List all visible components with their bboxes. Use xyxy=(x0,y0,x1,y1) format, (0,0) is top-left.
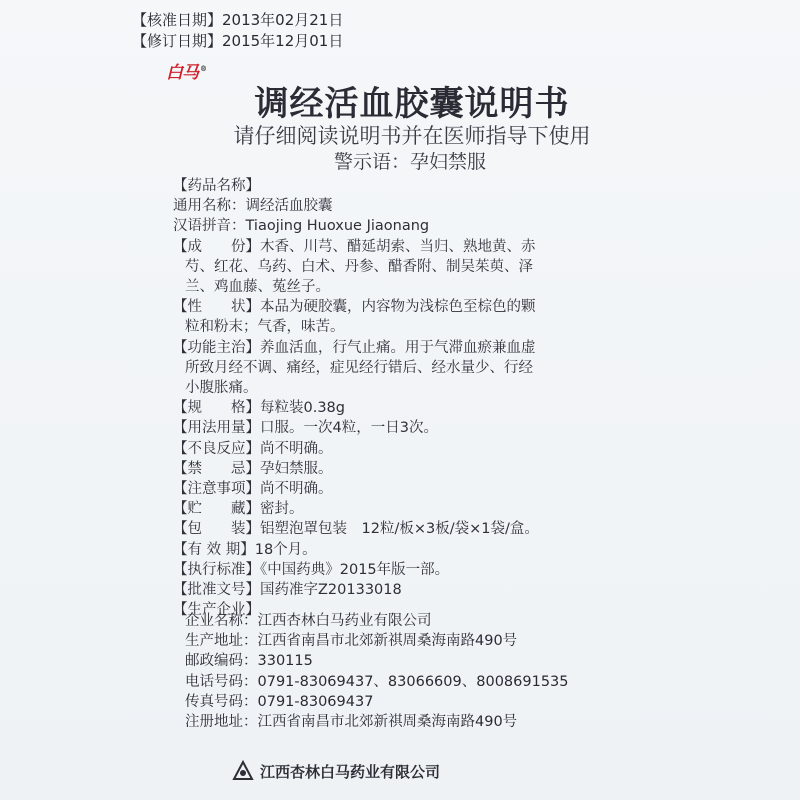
manufacturer-header: 【生产企业】 xyxy=(173,602,260,619)
package: 【包 装】铝塑泡罩包装 12粒/板×3板/袋×1袋/盒。 xyxy=(173,521,539,538)
revision-date: 【修订日期】2015年12月01日 xyxy=(132,32,344,50)
drug-name-header: 【药品名称】 xyxy=(173,178,260,194)
company-emblem-icon xyxy=(232,760,254,782)
indications-line-3: 小腹胀痛。 xyxy=(185,380,258,397)
leaflet-body xyxy=(173,176,573,620)
date-block xyxy=(132,10,343,52)
ingredients-line-2: 芍、红花、乌药、白术、丹参、醋香附、制吴茱萸、泽 xyxy=(185,258,533,275)
fax-number: 传真号码：0791-83069437 xyxy=(185,693,374,710)
phone-numbers: 电话号码：0791-83069437、83066609、8008691535 xyxy=(185,673,569,690)
approval-number: 【批准文号】国药准字Z20133018 xyxy=(173,582,402,599)
specification: 【规 格】每粒装0.38g xyxy=(173,400,345,417)
standard: 【执行标准】《中国药典》2015年版一部。 xyxy=(173,561,450,578)
precautions: 【注意事项】尚不明确。 xyxy=(173,481,333,498)
company-name: 企业名称：江西杏林白马药业有限公司 xyxy=(185,613,432,629)
properties-line-2: 粒和粉末；气香，味苦。 xyxy=(185,319,345,336)
adverse-reactions: 【不良反应】尚不明确。 xyxy=(173,440,333,457)
brand-logo-text: 白马 xyxy=(166,63,198,83)
page-title: 调经活血胶囊说明书 xyxy=(254,84,570,124)
registered-mark: ® xyxy=(200,64,206,74)
properties-line-1: 【性 状】本品为硬胶囊，内容物为浅棕色至棕色的颗 xyxy=(173,299,536,316)
usage-dosage: 【用法用量】口服。一次4粒，一日3次。 xyxy=(173,420,438,437)
footer-company xyxy=(232,760,440,782)
ingredients-line-1: 【成 份】木香、川芎、醋延胡索、当归、熟地黄、赤 xyxy=(173,238,536,255)
indications-line-1: 【功能主治】养血活血，行气止痛。用于气滞血瘀兼血虚 xyxy=(173,339,536,356)
postcode: 邮政编码：330115 xyxy=(185,653,313,670)
company-info xyxy=(185,611,569,732)
indications-line-2: 所致月经不调、痛经，症见经行错后、经水量少、行经 xyxy=(185,359,533,376)
footer-company-name: 江西杏林白马药业有限公司 xyxy=(260,762,441,781)
warning-text: 警示语：孕妇禁服 xyxy=(333,151,486,173)
registered-address: 注册地址：江西省南昌市北郊新祺周桑海南路490号 xyxy=(185,714,518,731)
ingredients-line-3: 兰、鸡血藤、菟丝子。 xyxy=(185,279,330,296)
subtitle: 请仔细阅读说明书并在医师指导下使用 xyxy=(233,124,591,148)
pinyin-name: 汉语拼音：Tiaojing Huoxue Jiaonang xyxy=(173,218,430,235)
approval-date: 【核准日期】2013年02月21日 xyxy=(132,11,344,29)
validity: 【有 效 期】18个月。 xyxy=(173,541,317,558)
contraindications: 【禁 忌】孕妇禁服。 xyxy=(173,460,333,477)
production-address: 生产地址：江西省南昌市北郊新祺周桑海南路490号 xyxy=(185,633,518,650)
generic-name: 通用名称：调经活血胶囊 xyxy=(173,198,333,215)
storage: 【贮 藏】密封。 xyxy=(173,501,304,518)
